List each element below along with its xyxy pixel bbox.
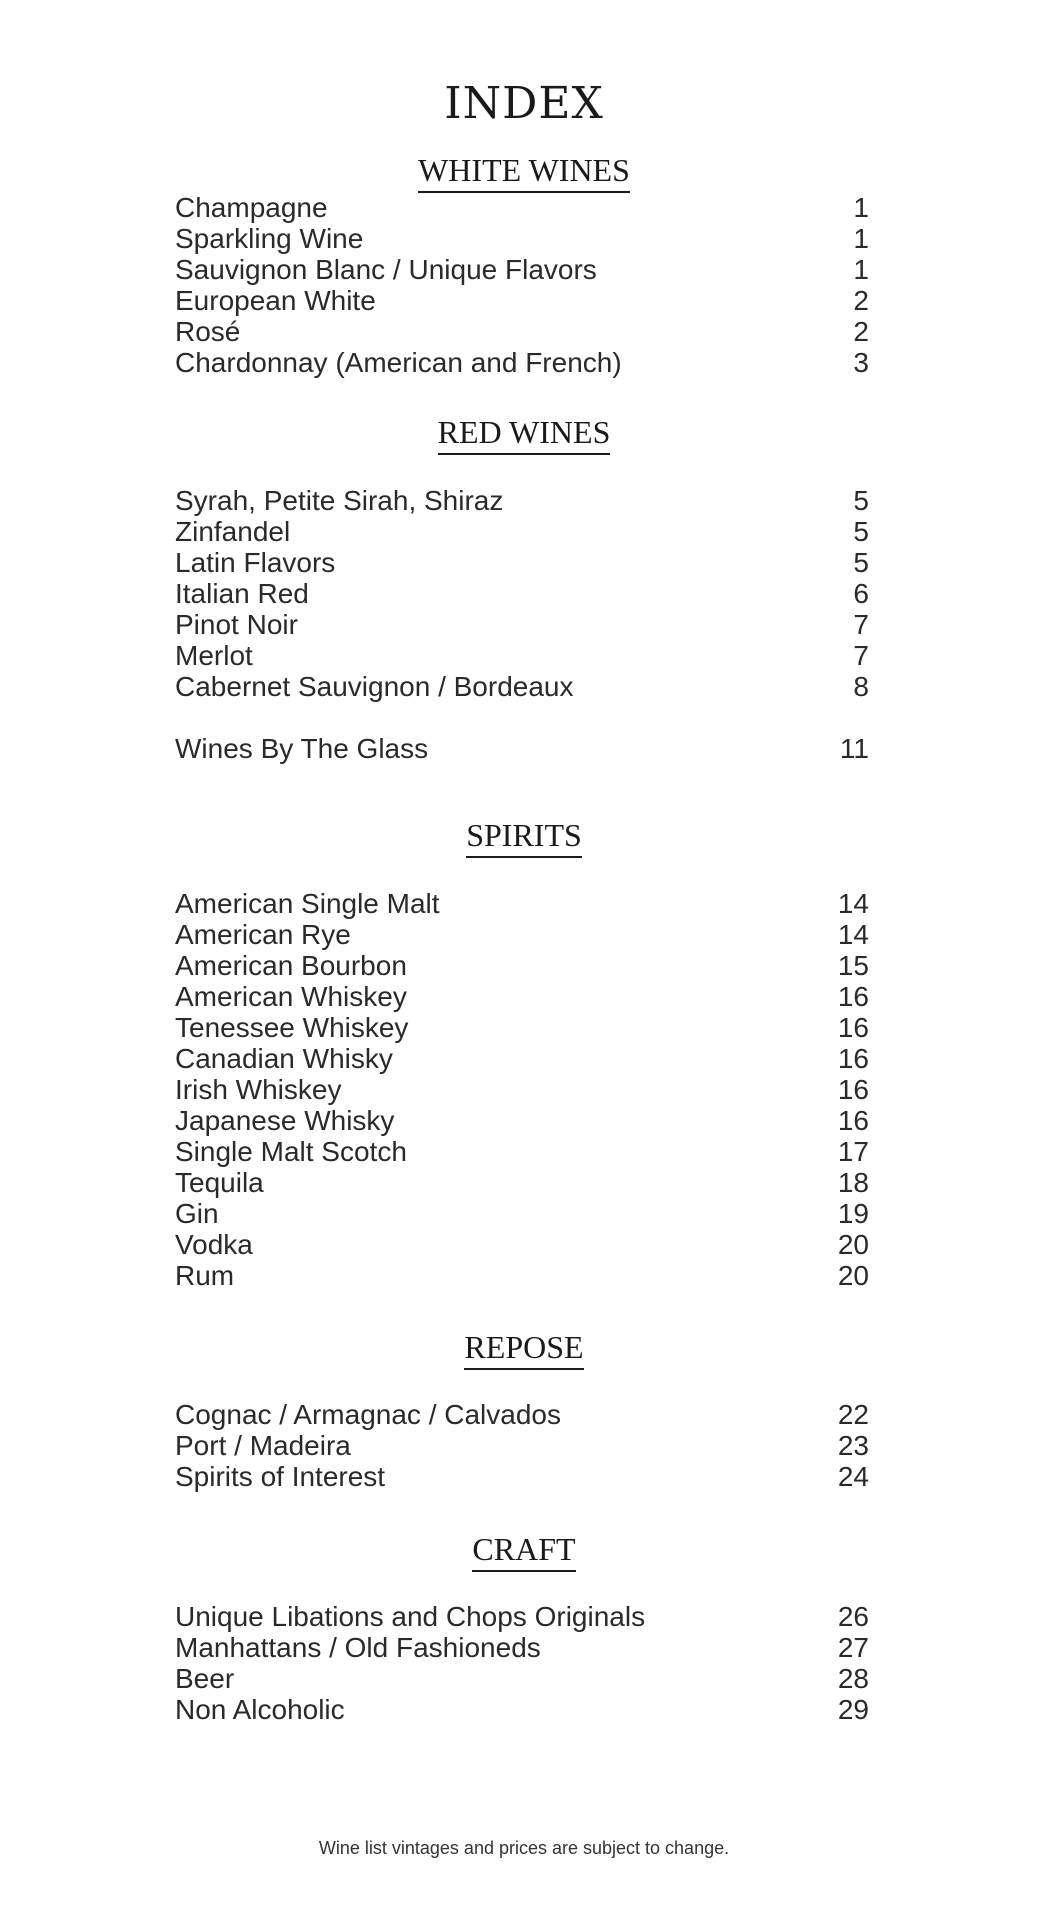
section-heading-label: WHITE WINES bbox=[418, 154, 630, 193]
list-item bbox=[175, 1136, 869, 1167]
entry-label: Tenessee Whiskey bbox=[175, 1012, 409, 1043]
entry-label: Unique Libations and Chops Originals bbox=[175, 1601, 646, 1632]
entry-page: 20 bbox=[837, 1229, 869, 1260]
list-item bbox=[175, 671, 869, 702]
entry-page: 26 bbox=[837, 1601, 869, 1632]
list-item bbox=[175, 285, 869, 316]
list-item bbox=[175, 981, 869, 1012]
list-item bbox=[175, 223, 869, 254]
entry-label: Cabernet Sauvignon / Bordeaux bbox=[175, 671, 574, 702]
entry-label: Tequila bbox=[175, 1167, 264, 1198]
entry-page: 24 bbox=[837, 1461, 869, 1492]
entry-page: 16 bbox=[837, 981, 869, 1012]
list-item bbox=[175, 1260, 869, 1291]
entry-page: 17 bbox=[837, 1136, 869, 1167]
entry-page: 23 bbox=[837, 1430, 869, 1461]
entry-page: 15 bbox=[837, 950, 869, 981]
entry-label: Japanese Whisky bbox=[175, 1105, 395, 1136]
entry-label: Canadian Whisky bbox=[175, 1043, 393, 1074]
entry-page: 14 bbox=[837, 888, 869, 919]
entry-label: Latin Flavors bbox=[175, 547, 336, 578]
entry-label: Non Alcoholic bbox=[175, 1694, 345, 1725]
entry-page: 1 bbox=[853, 223, 869, 254]
section-heading-repose bbox=[0, 1329, 1048, 1370]
list-item bbox=[175, 1043, 869, 1074]
entry-page: 29 bbox=[837, 1694, 869, 1725]
entry-label: Italian Red bbox=[175, 578, 309, 609]
entry-page: 2 bbox=[853, 316, 869, 347]
list-item bbox=[175, 950, 869, 981]
list-item bbox=[175, 1399, 869, 1430]
entry-label: American Rye bbox=[175, 919, 351, 950]
entry-label: American Bourbon bbox=[175, 950, 407, 981]
section-heading-label: CRAFT bbox=[472, 1533, 575, 1572]
entry-label: Wines By The Glass bbox=[175, 733, 429, 764]
list-item bbox=[175, 1694, 869, 1725]
entry-page: 11 bbox=[839, 733, 869, 764]
entry-label: Manhattans / Old Fashioneds bbox=[175, 1632, 541, 1663]
list-item bbox=[175, 1167, 869, 1198]
entry-page: 6 bbox=[853, 578, 869, 609]
list-item bbox=[175, 1012, 869, 1043]
entry-label: Spirits of Interest bbox=[175, 1461, 386, 1492]
list-item bbox=[175, 919, 869, 950]
list-item bbox=[175, 516, 869, 547]
entry-label: American Whiskey bbox=[175, 981, 407, 1012]
list-item bbox=[175, 609, 869, 640]
page-title: INDEX bbox=[444, 78, 604, 129]
entry-label: Rosé bbox=[175, 316, 241, 347]
entry-label: Beer bbox=[175, 1663, 235, 1694]
entry-page: 2 bbox=[853, 285, 869, 316]
entry-label: Port / Madeira bbox=[175, 1430, 351, 1461]
list-item bbox=[175, 1198, 869, 1229]
list-item bbox=[175, 1229, 869, 1260]
list-item bbox=[175, 192, 869, 223]
entry-label: American Single Malt bbox=[175, 888, 440, 919]
entry-page: 20 bbox=[837, 1260, 869, 1291]
entry-label: Single Malt Scotch bbox=[175, 1136, 407, 1167]
list-item bbox=[175, 1663, 869, 1694]
list-item bbox=[175, 485, 869, 516]
list-item bbox=[175, 316, 869, 347]
entry-label: Champagne bbox=[175, 192, 328, 223]
entry-label: Irish Whiskey bbox=[175, 1074, 342, 1105]
entry-page: 28 bbox=[837, 1663, 869, 1694]
entry-label: Pinot Noir bbox=[175, 609, 298, 640]
wines-by-the-glass-list bbox=[175, 733, 869, 764]
list-item bbox=[175, 1430, 869, 1461]
entry-label: Chardonnay (American and French) bbox=[175, 347, 622, 378]
list-item bbox=[175, 547, 869, 578]
entry-label: Rum bbox=[175, 1260, 235, 1291]
section-heading-label: RED WINES bbox=[438, 416, 611, 455]
entry-page: 14 bbox=[837, 919, 869, 950]
repose-list bbox=[175, 1399, 869, 1492]
list-item bbox=[175, 1074, 869, 1105]
list-item bbox=[175, 1461, 869, 1492]
entry-label: Vodka bbox=[175, 1229, 253, 1260]
entry-page: 5 bbox=[853, 485, 869, 516]
list-item bbox=[175, 733, 869, 764]
entry-label: Sauvignon Blanc / Unique Flavors bbox=[175, 254, 597, 285]
entry-label: Gin bbox=[175, 1198, 219, 1229]
entry-label: Cognac / Armagnac / Calvados bbox=[175, 1399, 561, 1430]
entry-page: 18 bbox=[837, 1167, 869, 1198]
entry-page: 22 bbox=[837, 1399, 869, 1430]
entry-page: 16 bbox=[837, 1043, 869, 1074]
spirits-list bbox=[175, 888, 869, 1291]
entry-page: 5 bbox=[853, 516, 869, 547]
list-item bbox=[175, 254, 869, 285]
entry-page: 7 bbox=[853, 609, 869, 640]
entry-label: Merlot bbox=[175, 640, 253, 671]
section-heading-craft bbox=[0, 1531, 1048, 1572]
list-item bbox=[175, 1105, 869, 1136]
white-wines-list bbox=[175, 192, 869, 378]
entry-label: Syrah, Petite Sirah, Shiraz bbox=[175, 485, 504, 516]
entry-page: 5 bbox=[853, 547, 869, 578]
section-heading-white-wines bbox=[0, 152, 1048, 193]
entry-page: 1 bbox=[853, 192, 869, 223]
entry-page: 19 bbox=[837, 1198, 869, 1229]
list-item bbox=[175, 888, 869, 919]
footer-note: Wine list vintages and prices are subject to change. bbox=[318, 1838, 730, 1858]
list-item bbox=[175, 578, 869, 609]
entry-page: 7 bbox=[853, 640, 869, 671]
entry-label: Zinfandel bbox=[175, 516, 291, 547]
section-heading-label: SPIRITS bbox=[466, 819, 582, 858]
section-heading-red-wines bbox=[0, 414, 1048, 455]
list-item bbox=[175, 347, 869, 378]
entry-page: 16 bbox=[837, 1105, 869, 1136]
entry-label: European White bbox=[175, 285, 376, 316]
section-heading-spirits bbox=[0, 817, 1048, 858]
entry-label: Sparkling Wine bbox=[175, 223, 364, 254]
entry-page: 8 bbox=[853, 671, 869, 702]
list-item bbox=[175, 1601, 869, 1632]
entry-page: 16 bbox=[837, 1074, 869, 1105]
entry-page: 16 bbox=[837, 1012, 869, 1043]
list-item bbox=[175, 640, 869, 671]
entry-page: 27 bbox=[837, 1632, 869, 1663]
list-item bbox=[175, 1632, 869, 1663]
entry-page: 3 bbox=[853, 347, 869, 378]
section-heading-label: REPOSE bbox=[464, 1331, 583, 1370]
craft-list bbox=[175, 1601, 869, 1725]
red-wines-list bbox=[175, 485, 869, 702]
entry-page: 1 bbox=[853, 254, 869, 285]
